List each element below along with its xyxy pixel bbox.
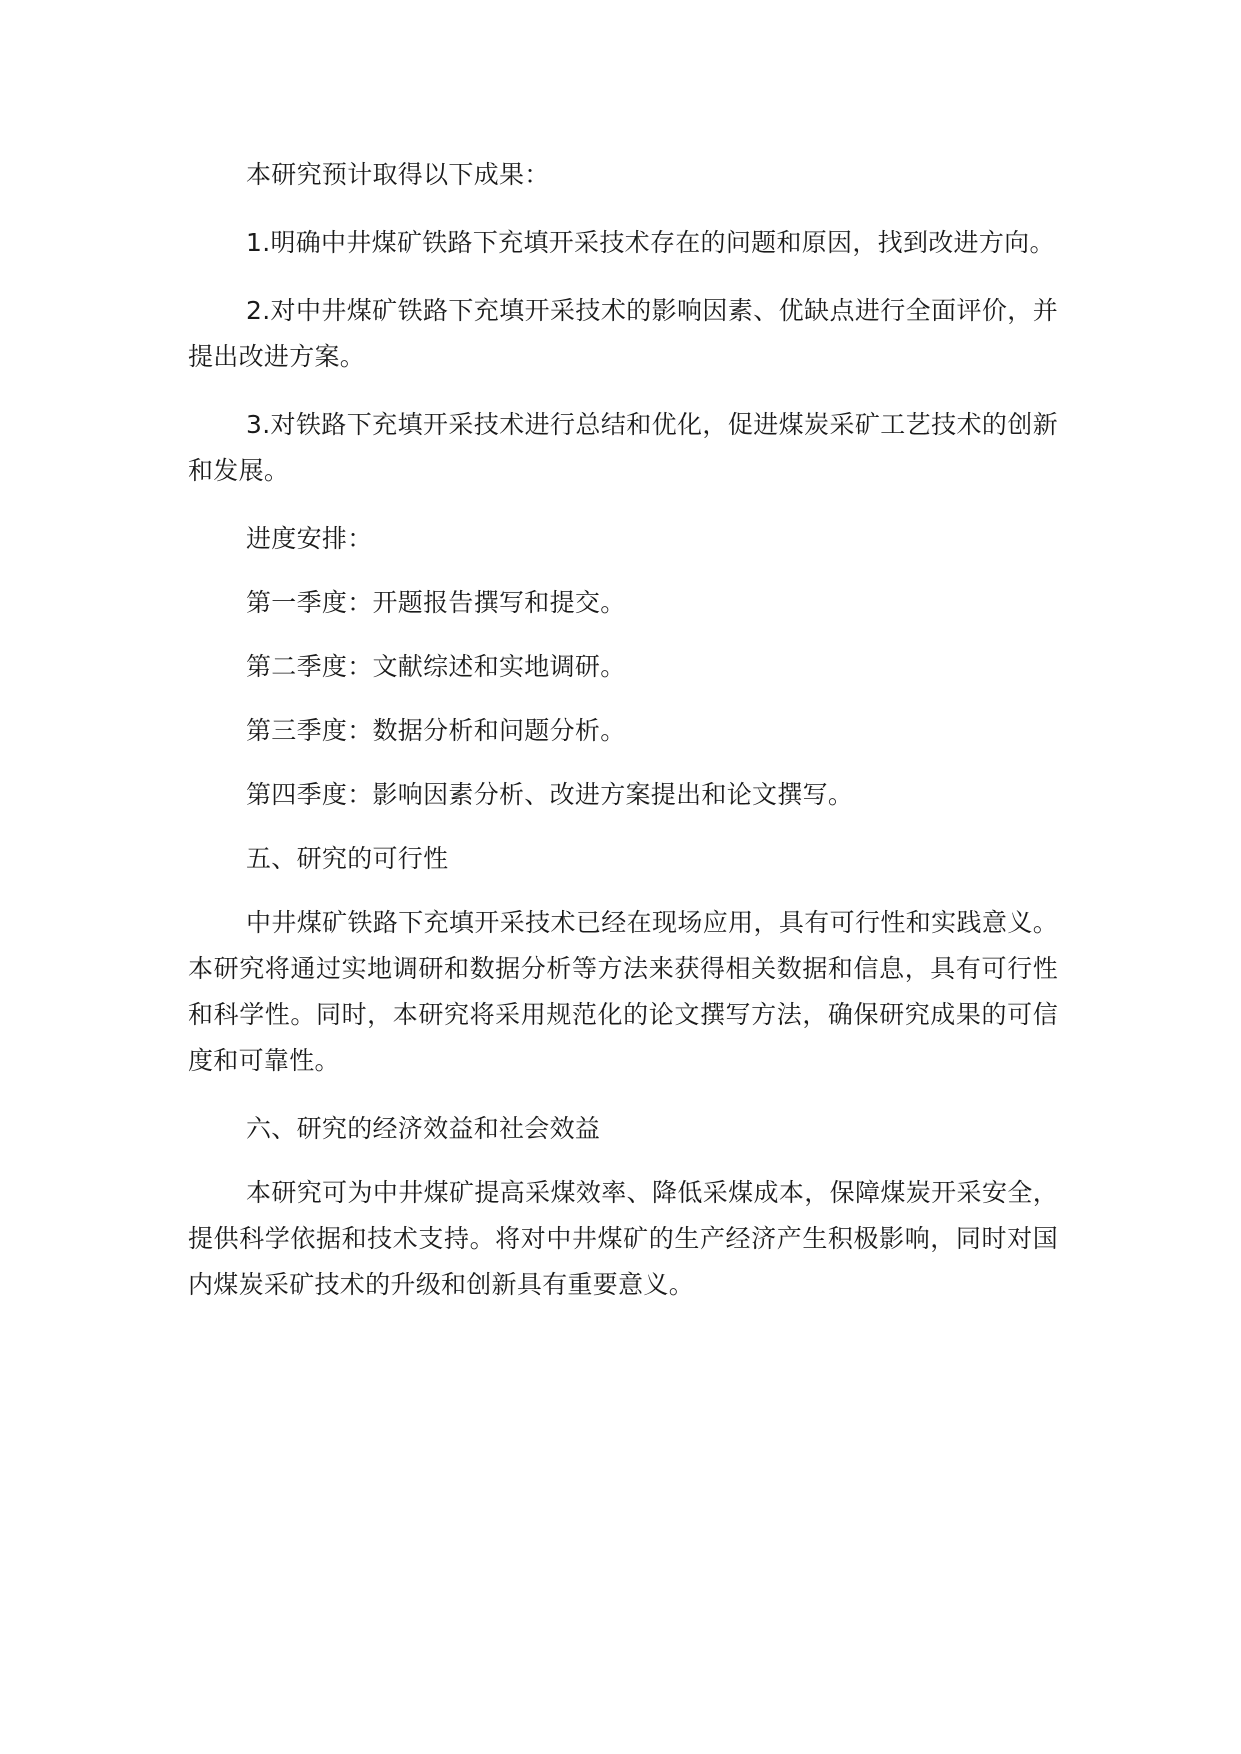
document-page xyxy=(188,152,1058,1330)
result-item-2: 2.对中井煤矿铁路下充填开采技术的影响因素、优缺点进行全面评价，并提出改进方案。 xyxy=(188,296,1058,371)
result-item-1: 1.明确中井煤矿铁路下充填开采技术存在的问题和原因，找到改进方向。 xyxy=(246,228,1055,257)
schedule-q4: 第四季度：影响因素分析、改进方案提出和论文撰写。 xyxy=(246,780,854,809)
result-item-3: 3.对铁路下充填开采技术进行总结和优化，促进煤炭采矿工艺技术的创新和发展。 xyxy=(188,410,1058,485)
schedule-q1: 第一季度：开题报告撰写和提交。 xyxy=(246,588,626,617)
schedule-q3: 第三季度：数据分析和问题分析。 xyxy=(246,716,626,745)
section-six-heading: 六、研究的经济效益和社会效益 xyxy=(246,1114,601,1143)
schedule-q2: 第二季度：文献综述和实地调研。 xyxy=(246,652,626,681)
section-five-heading: 五、研究的可行性 xyxy=(246,844,449,873)
feasibility-paragraph: 中井煤矿铁路下充填开采技术已经在现场应用，具有可行性和实践意义。本研究将通过实地调研和数据分析等方法来获得相关数据和信息，具有可行性和科学性。同时，本研究将采用规范化的论文撰写方法，确保研究成果的可信度和可靠性。 xyxy=(188,908,1058,1075)
schedule-heading: 进度安排： xyxy=(246,524,373,553)
results-intro: 本研究预计取得以下成果： xyxy=(246,160,550,189)
benefits-paragraph: 本研究可为中井煤矿提高采煤效率、降低采煤成本，保障煤炭开采安全，提供科学依据和技术支持。将对中井煤矿的生产经济产生积极影响，同时对国内煤炭采矿技术的升级和创新具有重要意义。 xyxy=(188,1178,1058,1299)
